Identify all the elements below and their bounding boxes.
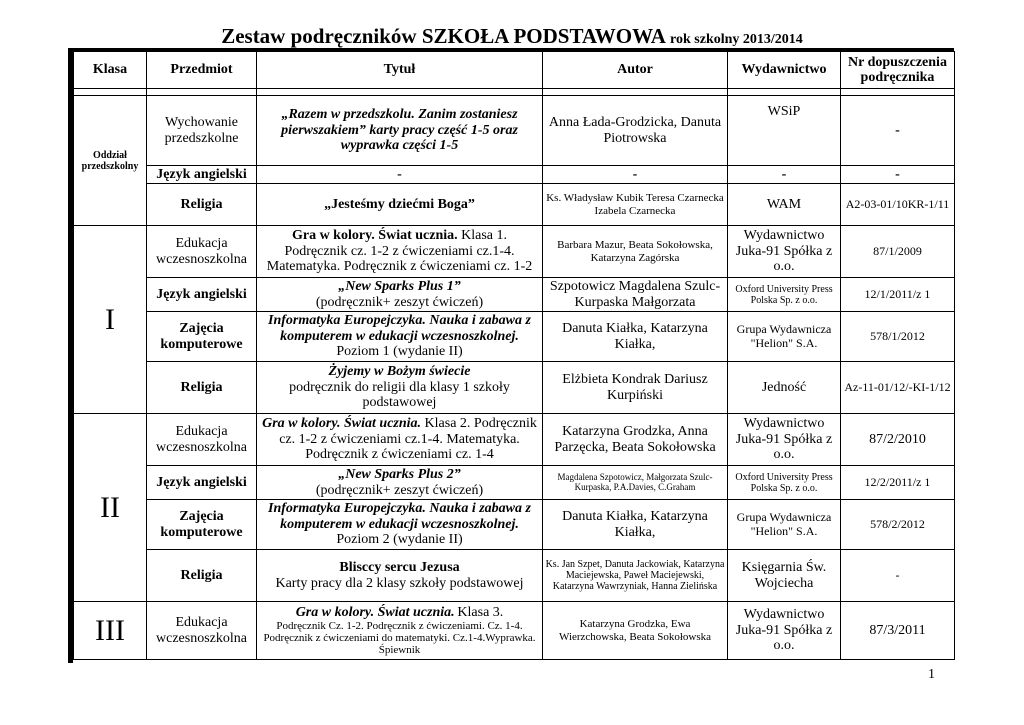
wydawnictwo-cell: WAM: [728, 184, 841, 226]
tytul-rest: (podręcznik+ zeszyt ćwiczeń): [315, 482, 484, 498]
table-row: [74, 414, 955, 466]
autor-cell: Anna Łada-Grodzicka, Danuta Piotrowska: [543, 96, 728, 166]
title-main: Zestaw podręczników SZKOŁA PODSTAWOWA: [221, 24, 665, 48]
autor-cell: Katarzyna Grodzka, Ewa Wierzchowska, Beata Sokołowska: [543, 602, 728, 660]
nr-cell: -: [841, 550, 955, 602]
przedmiot-cell: Zajęcia komputerowe: [147, 500, 257, 550]
tytul-cell: [257, 312, 543, 362]
przedmiot-cell: Wychowanie przedszkolne: [147, 96, 257, 166]
tytul-cell: [257, 278, 543, 312]
przedmiot-cell: Edukacja wczesnoszkolna: [147, 414, 257, 466]
wydawnictwo-cell: Grupa Wydawnicza "Helion" S.A.: [728, 312, 841, 362]
wydawnictwo-cell: WSiP: [728, 96, 841, 166]
nr-cell: 12/2/2011/z 1: [841, 466, 955, 500]
przedmiot-cell: Język angielski: [147, 466, 257, 500]
wydawnictwo-cell: -: [728, 166, 841, 184]
autor-cell: Katarzyna Grodzka, Anna Parzęcka, Beata Sokołowska: [543, 414, 728, 466]
tytul-bold: Gra w kolory. Świat ucznia.: [295, 604, 455, 620]
tytul-cell: [257, 500, 543, 550]
tytul-bold: Blisccy sercu Jezusa: [339, 560, 460, 576]
autor-cell: Ks. Jan Szpet, Danuta Jackowiak, Katarzyna Maciejewska, Paweł Maciejewski, Katarzyna Wawrzyniak, Hanna Zielińska: [543, 550, 728, 602]
page-title: [0, 24, 1024, 49]
tytul-rest: Klasa 2. Podręcznik cz. 1-2 z ćwiczeniami cz.1-4. Matematyka. Podręcznik z ćwiczeniami cz. 1-4: [279, 416, 537, 463]
tytul-rest: Podręcznik Cz. 1-2. Podręcznik z ćwiczeniami. Cz. 1-4. Podręcznik z ćwiczeniami do matematyki. Cz.1-4.Wyprawka. Śpiewnik: [263, 620, 536, 657]
nr-cell: -: [841, 96, 955, 166]
przedmiot-cell: Język angielski: [147, 166, 257, 184]
autor-cell: Danuta Kiałka, Katarzyna Kiałka,: [543, 312, 728, 362]
header-row: [74, 52, 955, 89]
tytul-bold: Żyjemy w Bożym świecie: [328, 364, 471, 380]
table-row: [74, 362, 955, 414]
nr-cell: 578/2/2012: [841, 500, 955, 550]
wydawnictwo-cell: Grupa Wydawnicza "Helion" S.A.: [728, 500, 841, 550]
tytul-cell: -: [257, 166, 543, 184]
tytul-cell: [257, 362, 543, 414]
table-row: [74, 166, 955, 184]
klasa-cell: I: [74, 226, 147, 414]
tytul-bold: Informatyka Europejczyka. Nauka i zabawa z komputerem w edukacji wczesnoszkolnej.: [268, 501, 531, 532]
header-tytul: Tytuł: [257, 52, 543, 89]
wydawnictwo-cell: Oxford University Press Polska Sp. z o.o.: [728, 466, 841, 500]
page-number: 1: [928, 667, 935, 682]
autor-cell: -: [543, 166, 728, 184]
tytul-bold: „New Sparks Plus 1”: [338, 279, 461, 295]
tytul-cell: [257, 602, 543, 660]
table-row: [74, 96, 955, 166]
tytul-mid: Klasa 3.: [457, 604, 504, 620]
nr-cell: 12/1/2011/z 1: [841, 278, 955, 312]
tytul-cell: „Razem w przedszkolu. Zanim zostaniesz pierwszakiem” karty pracy część 1-5 oraz wyprawka części 1-5: [257, 96, 543, 166]
wydawnictwo-cell: Wydawnictwo Juka-91 Spółka z o.o.: [728, 226, 841, 278]
klasa-cell: III: [74, 602, 147, 660]
tytul-cell: [257, 466, 543, 500]
tytul-cell: [257, 550, 543, 602]
autor-cell: Danuta Kiałka, Katarzyna Kiałka,: [543, 500, 728, 550]
autor-cell: Ks. Władysław Kubik Teresa Czarnecka Izabela Czarnecka: [543, 184, 728, 226]
nr-cell: Az-11-01/12/-KI-1/12: [841, 362, 955, 414]
autor-cell: Barbara Mazur, Beata Sokołowska, Katarzyna Zagórska: [543, 226, 728, 278]
nr-cell: 87/1/2009: [841, 226, 955, 278]
table-row: [74, 602, 955, 660]
przedmiot-cell: Religia: [147, 362, 257, 414]
table-row: [74, 184, 955, 226]
header-autor: Autor: [543, 52, 728, 89]
autor-cell: Magdalena Szpotowicz, Małgorzata Szulc-Kurpaska, P.A.Davies, C.Graham: [543, 466, 728, 500]
textbook-table: [73, 51, 955, 660]
table-row: [74, 226, 955, 278]
tytul-rest: Poziom 1 (wydanie II): [336, 344, 463, 360]
nr-cell: -: [841, 166, 955, 184]
table-row: [74, 278, 955, 312]
klasa-cell: II: [74, 414, 147, 602]
nr-cell: A2-03-01/10KR-1/11: [841, 184, 955, 226]
table-row: [74, 500, 955, 550]
autor-cell: Szpotowicz Magdalena Szulc-Kurpaska Małgorzata: [543, 278, 728, 312]
header-wydawnictwo: Wydawnictwo: [728, 52, 841, 89]
wydawnictwo-cell: Księgarnia Św. Wojciecha: [728, 550, 841, 602]
przedmiot-cell: Język angielski: [147, 278, 257, 312]
przedmiot-cell: Zajęcia komputerowe: [147, 312, 257, 362]
tytul-cell: [257, 226, 543, 278]
tytul-rest: podręcznik do religii dla klasy 1 szkoły podstawowej: [289, 379, 510, 411]
tytul-cell: [257, 414, 543, 466]
spacer-row: [74, 89, 955, 96]
przedmiot-cell: Religia: [147, 184, 257, 226]
wydawnictwo-cell: Jedność: [728, 362, 841, 414]
header-nr: Nr dopuszczenia podręcznika: [841, 52, 955, 89]
table-row: [74, 312, 955, 362]
tytul-rest: Karty pracy dla 2 klasy szkoły podstawowej: [275, 575, 524, 591]
klasa-cell: Oddział przedszkolny: [74, 96, 147, 226]
nr-cell: 578/1/2012: [841, 312, 955, 362]
table-row: [74, 550, 955, 602]
tytul-cell: „Jesteśmy dziećmi Boga”: [257, 184, 543, 226]
table-row: [74, 466, 955, 500]
header-klasa: Klasa: [74, 52, 147, 89]
wydawnictwo-cell: Wydawnictwo Juka-91 Spółka z o.o.: [728, 602, 841, 660]
tytul-bold: „New Sparks Plus 2”: [338, 467, 461, 483]
tytul-rest: (podręcznik+ zeszyt ćwiczeń): [315, 294, 484, 310]
nr-cell: 87/3/2011: [841, 602, 955, 660]
przedmiot-cell: Religia: [147, 550, 257, 602]
title-sub: rok szkolny 2013/2014: [670, 32, 803, 47]
tytul-bold: Gra w kolory. Świat ucznia.: [262, 416, 422, 432]
wydawnictwo-cell: Wydawnictwo Juka-91 Spółka z o.o.: [728, 414, 841, 466]
tytul-rest: Poziom 2 (wydanie II): [336, 532, 463, 548]
nr-cell: 87/2/2010: [841, 414, 955, 466]
przedmiot-cell: Edukacja wczesnoszkolna: [147, 226, 257, 278]
autor-cell: Elżbieta Kondrak Dariusz Kurpiński: [543, 362, 728, 414]
przedmiot-cell: Edukacja wczesnoszkolna: [147, 602, 257, 660]
tytul-rest: Klasa 1. Podręcznik cz. 1-2 z ćwiczeniami cz.1-4. Matematyka. Podręcznik z ćwiczeniami cz. 1-2: [266, 228, 533, 275]
tytul-bold: Informatyka Europejczyka. Nauka i zabawa z komputerem w edukacji wczesnoszkolnej.: [268, 313, 531, 344]
wydawnictwo-cell: Oxford University Press Polska Sp. z o.o.: [728, 278, 841, 312]
tytul-bold: Gra w kolory. Świat ucznia.: [291, 228, 458, 244]
header-przedmiot: Przedmiot: [147, 52, 257, 89]
